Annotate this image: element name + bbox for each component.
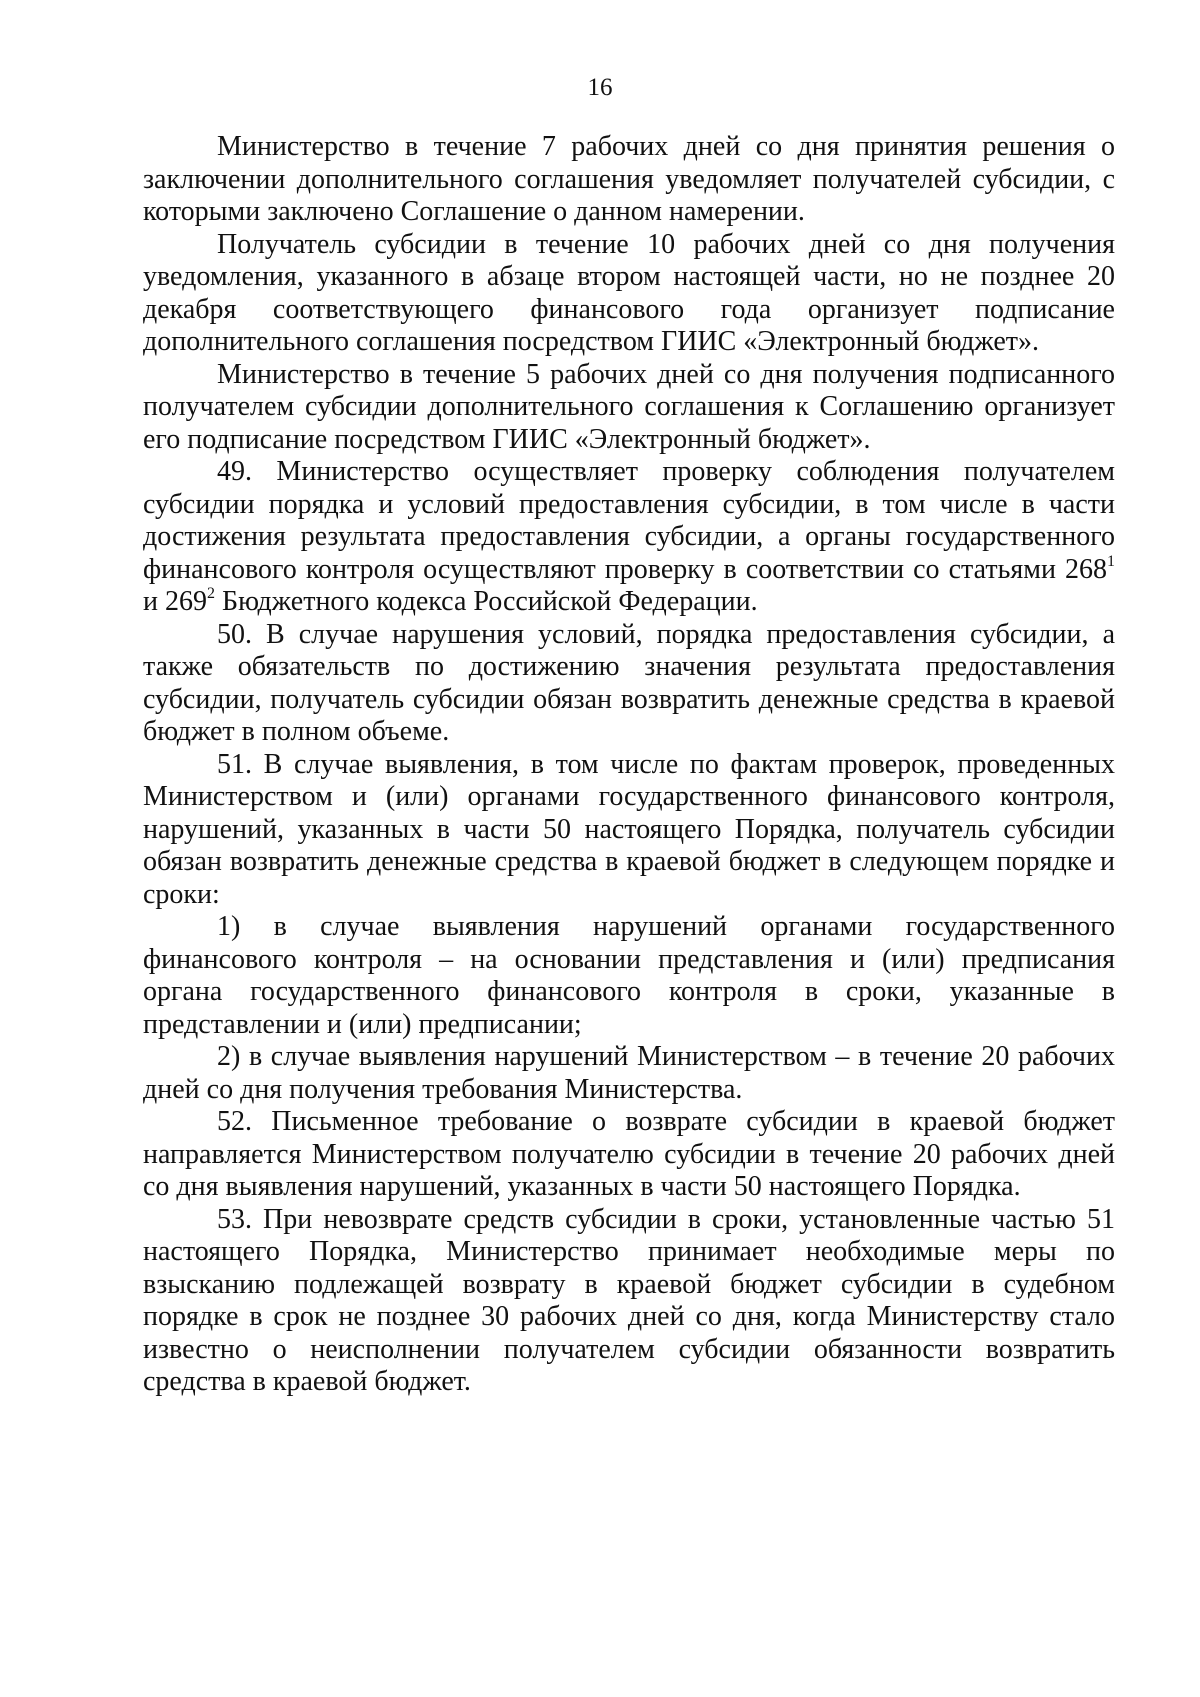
superscript-2: 2	[206, 585, 215, 602]
paragraph-recipient-signing: Получатель субсидии в течение 10 рабочих дней со дня получения уведомления, указанного в абзаце втором настоящей части, но не позднее 20 декабря соответствующего финансового года организует подписание дополнительного соглашения посредством ГИИС «Электронный бюджет».	[143, 228, 1115, 357]
document-body	[143, 131, 1115, 1399]
paragraph-49-text-middle: и 269	[143, 586, 207, 617]
superscript-1: 1	[1107, 552, 1115, 570]
paragraph-notification: Министерство в течение 7 рабочих дней со дня принятия решения о заключении дополнительного соглашения уведомляет получателей субсидии, с которыми заключено Соглашение о данном намерении.	[143, 131, 1115, 227]
paragraph-51: 51. В случае выявления, в том числе по фактам проверок, проведенных Министерством и (или) органами государственного финансового контроля, нарушений, указанных в части 50 настоящего Порядка, получатель субсидии обязан возвратить денежные средства в краевой бюджет в следующем порядке и сроки:	[143, 748, 1115, 910]
paragraph-49-text-after: Бюджетного кодекса Российской Федерации.	[214, 586, 758, 617]
paragraph-50: 50. В случае нарушения условий, порядка предоставления субсидии, а также обязательств по достижению значения результата предоставления субсидии, получатель субсидии обязан возвратить денежные средства в краевой бюджет в полном объеме.	[143, 618, 1115, 747]
paragraph-51-item-2: 2) в случае выявления нарушений Министерством – в течение 20 рабочих дней со дня получения требования Министерства.	[143, 1041, 1115, 1105]
paragraph-49	[143, 456, 1115, 619]
page-number: 16	[587, 74, 613, 101]
paragraph-52: 52. Письменное требование о возврате субсидии в краевой бюджет направляется Министерством получателю субсидии в течение 20 рабочих дней со дня выявления нарушений, указанных в части 50 настоящего Порядка.	[143, 1106, 1115, 1202]
paragraph-ministry-signing: Министерство в течение 5 рабочих дней со дня получения подписанного получателем субсидии дополнительного соглашения к Соглашению организует его подписание посредством ГИИС «Электронный бюджет».	[143, 358, 1115, 455]
paragraph-49-text-before: 49. Министерство осуществляет проверку соблюдения получателем субсидии порядка и условий предоставления субсидии, в том числе в части достижения результата предоставления субсидии, а органы государственного финансового контроля осуществляют проверку в соответствии со статьями 268	[143, 456, 1115, 585]
paragraph-53: 53. При невозврате средств субсидии в сроки, установленные частью 51 настоящего Порядка, Министерство принимает необходимые меры по взысканию подлежащей возврату в краевой бюджет субсидии в судебном порядке в срок не позднее 30 рабочих дней со дня, когда Министерству стало известно о неисполнении получателем субсидии обязанности возвратить средства в краевой бюджет.	[143, 1203, 1115, 1397]
paragraph-51-item-1: 1) в случае выявления нарушений органами государственного финансового контроля – на основании представления и (или) предписания органа государственного финансового контроля в сроки, указанные в представлении и (или) предписании;	[143, 911, 1115, 1040]
